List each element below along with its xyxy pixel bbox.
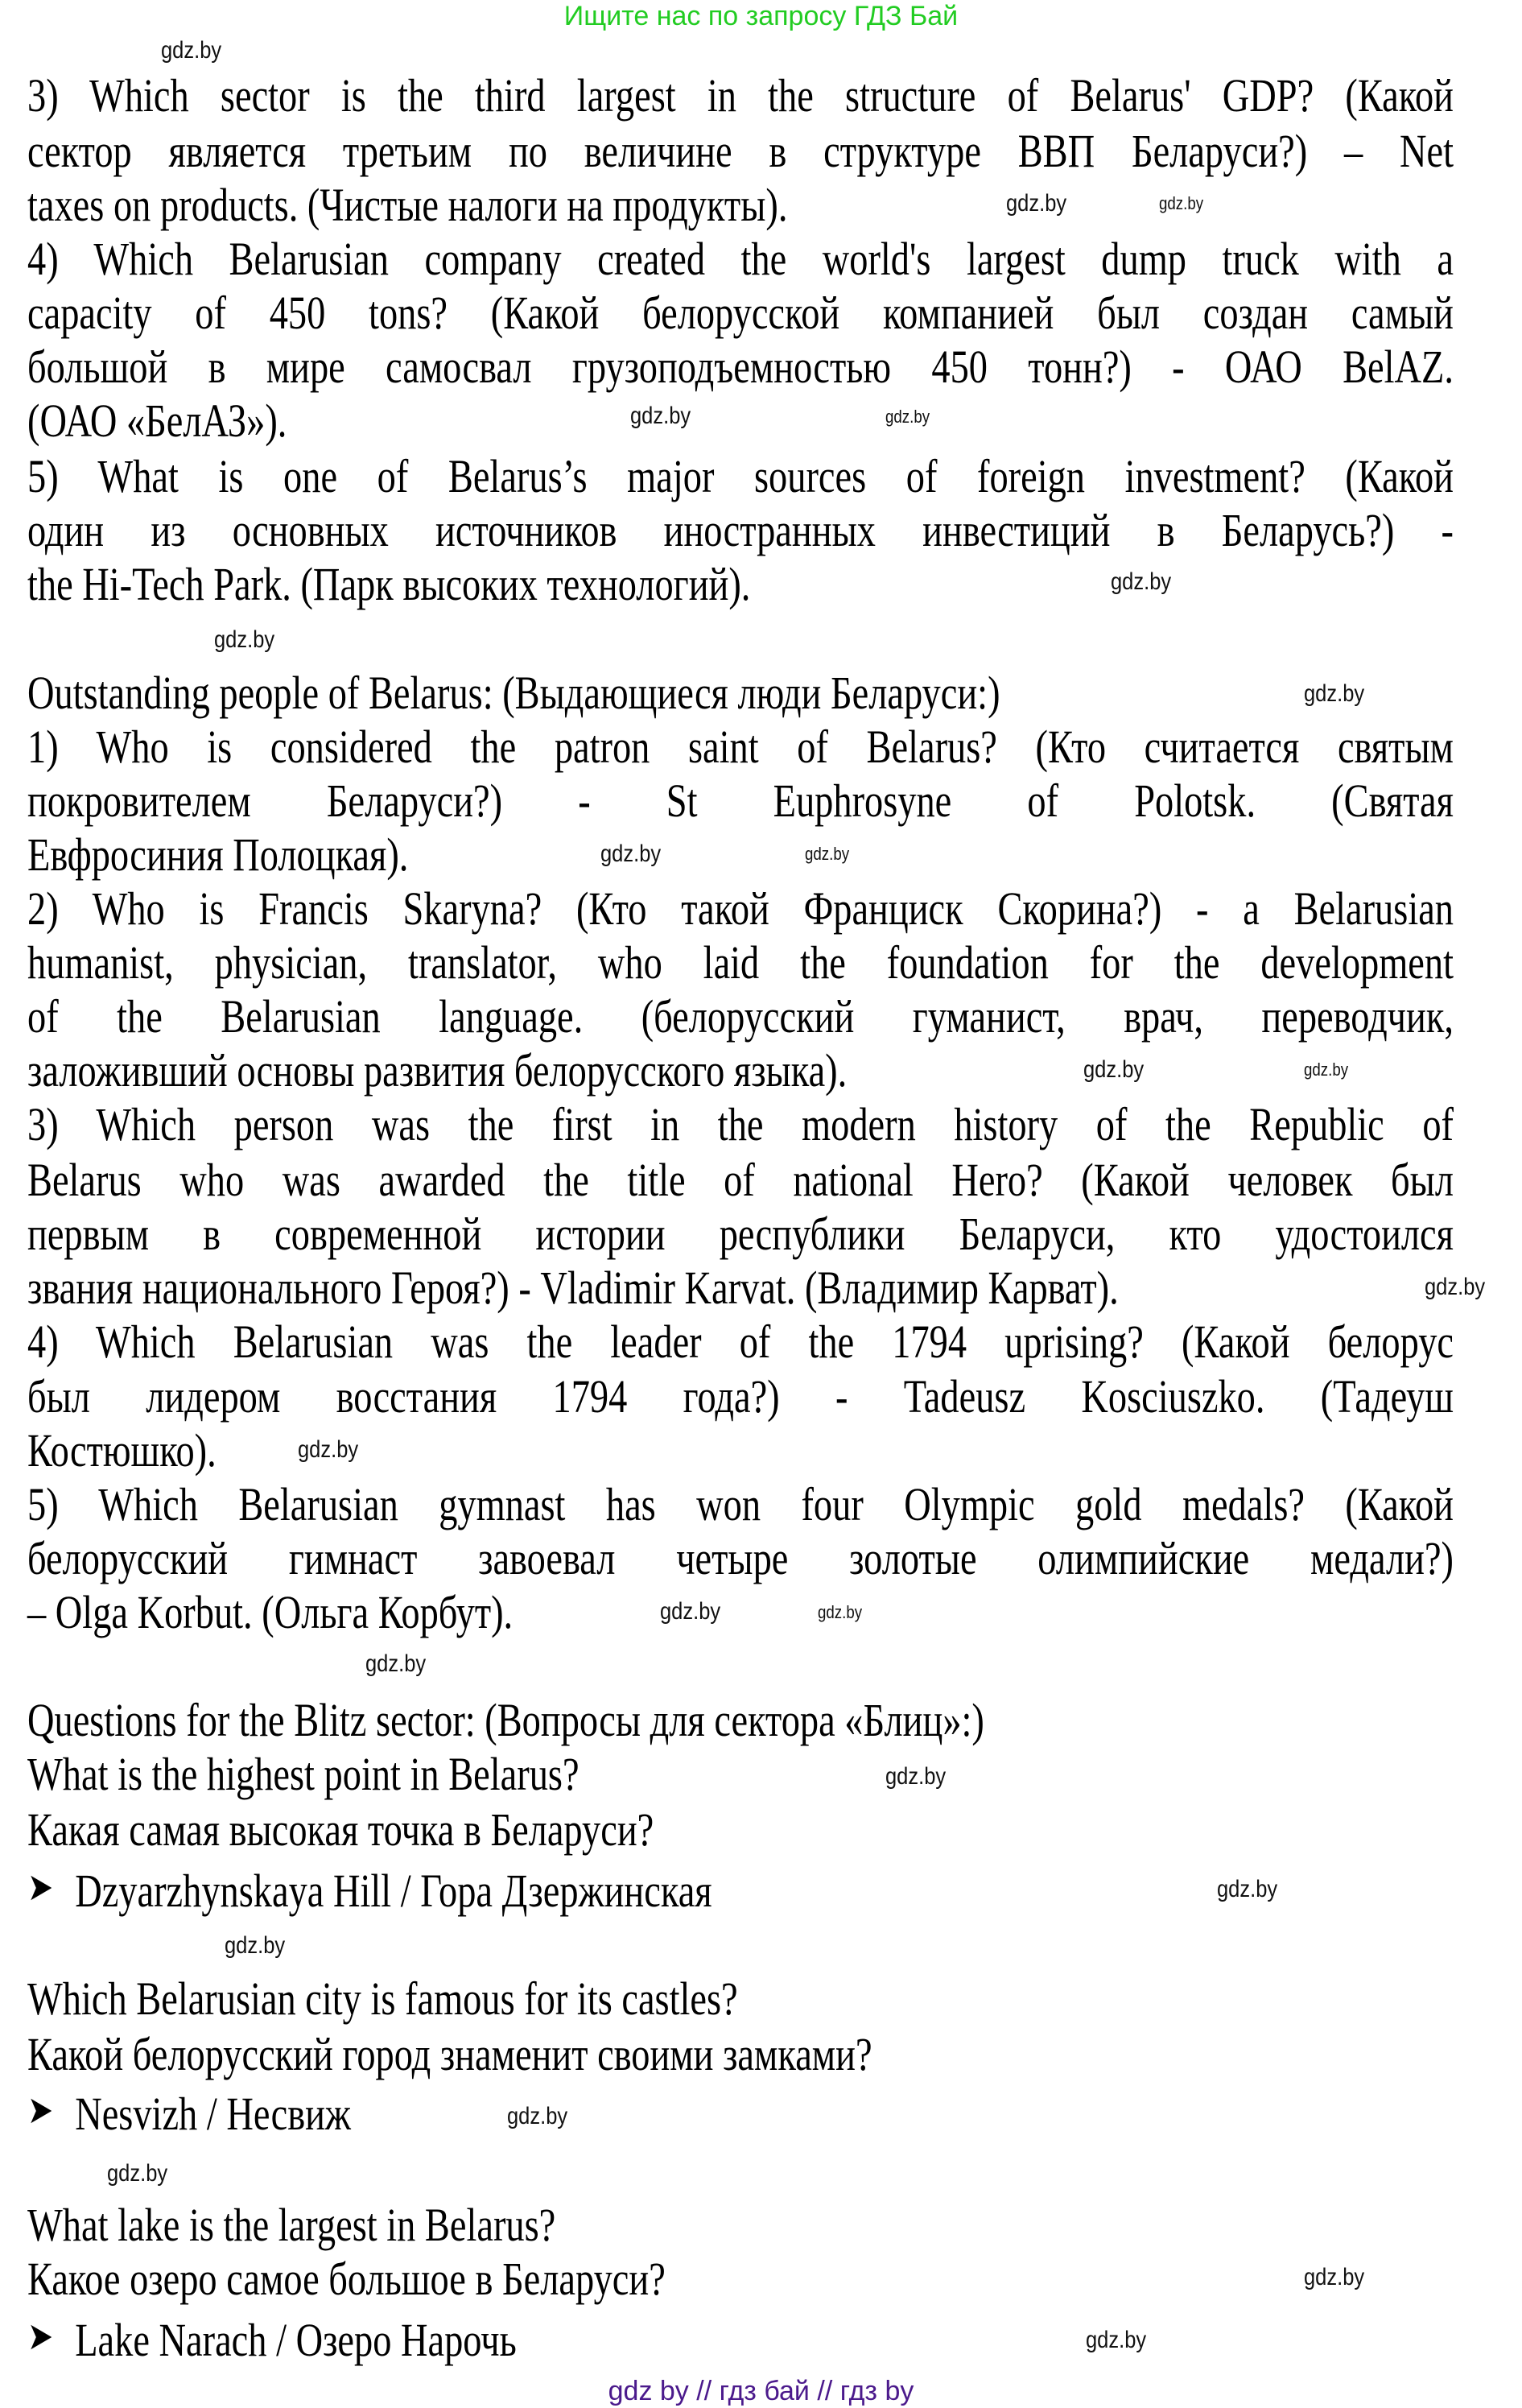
watermark: gdz.by bbox=[1304, 1059, 1349, 1080]
arrow-bullet-icon: ➤ bbox=[27, 2089, 54, 2132]
text-line: taxes on products. (Чистые налоги на продукты). bbox=[27, 179, 788, 231]
watermark: gdz.by bbox=[1086, 2327, 1147, 2353]
text-line: звания национального Героя?) - Vladimir Karvat. (Владимир Карват). bbox=[27, 1262, 1119, 1314]
text-line: Belarus who was awarded the title of national Hero? (Какой человек был bbox=[27, 1154, 1454, 1206]
text-line: Евфросиния Полоцкая). bbox=[27, 828, 409, 881]
watermark: gdz.by bbox=[107, 2160, 168, 2187]
answer-text: Dzyarzhynskaya Hill / Гора Дзержинская bbox=[75, 1865, 712, 1917]
text-line: 3) Which person was the first in the modern history of the Republic of bbox=[27, 1098, 1454, 1150]
watermark: gdz.by bbox=[298, 1436, 359, 1463]
text-line: of the Belarusian language. (белорусский гуманист, врач, переводчик, bbox=[27, 990, 1454, 1043]
question-en: Which Belarusian city is famous for its castles? bbox=[27, 1972, 738, 2025]
answer bbox=[27, 2313, 517, 2367]
watermark: gdz.by bbox=[1304, 680, 1365, 707]
answer bbox=[27, 1864, 712, 1918]
watermark: gdz.by bbox=[630, 403, 691, 429]
text-line: – Olga Korbut. (Ольга Корбут). bbox=[27, 1586, 514, 1638]
text-line: 2) Who is Francis Skaryna? (Кто такой Франциск Скорина?) - a Belarusian bbox=[27, 882, 1454, 935]
footer-banner: gdz by // гдз бай // гдз by bbox=[608, 2376, 914, 2406]
text-line: capacity of 450 tons? (Какой белорусской компанией был создан самый bbox=[27, 287, 1454, 339]
watermark: gdz.by bbox=[805, 844, 850, 864]
header-banner: Ищите нас по запросу ГДЗ Бай bbox=[563, 1, 959, 31]
text-line: 3) Which sector is the third largest in the structure of Belarus' GDP? (Какой bbox=[27, 69, 1454, 122]
arrow-bullet-icon: ➤ bbox=[27, 1866, 54, 1909]
watermark: gdz.by bbox=[225, 1932, 286, 1959]
question-en: What is the highest point in Belarus? bbox=[27, 1748, 580, 1800]
watermark: gdz.by bbox=[1159, 193, 1204, 213]
watermark: gdz.by bbox=[1304, 2264, 1365, 2290]
section-heading: Questions for the Blitz sector: (Вопросы для сектора «Блиц»:) bbox=[27, 1694, 984, 1746]
question-ru: Какой белорусский город знаменит своими замками? bbox=[27, 2028, 872, 2080]
watermark: gdz.by bbox=[214, 626, 275, 653]
text-line: 5) Which Belarusian gymnast has won four Olympic gold medals? (Какой bbox=[27, 1478, 1454, 1530]
answer-text: Lake Narach / Озеро Нарочь bbox=[75, 2314, 517, 2366]
arrow-bullet-icon: ➤ bbox=[27, 2315, 54, 2358]
watermark: gdz.by bbox=[1083, 1056, 1145, 1083]
text-line: один из основных источников иностранных инвестиций в Беларусь?) - bbox=[27, 504, 1454, 556]
text-line: 5) What is one of Belarus’s major sources of foreign investment? (Какой bbox=[27, 450, 1454, 502]
watermark: gdz.by bbox=[161, 37, 222, 64]
watermark: gdz.by bbox=[365, 1650, 427, 1677]
text-line: humanist, physician, translator, who laid the foundation for the development bbox=[27, 936, 1454, 989]
text-line: был лидером восстания 1794 года?) - Tadeusz Kosciuszko. (Тадеуш bbox=[27, 1370, 1454, 1423]
text-line: заложивший основы развития белорусского языка). bbox=[27, 1044, 848, 1097]
text-line: покровителем Беларуси?) - St Euphrosyne of Polotsk. (Святая bbox=[27, 774, 1454, 827]
text-line: белорусский гимнаст завоевал четыре золотые олимпийские медали?) bbox=[27, 1532, 1454, 1584]
watermark: gdz.by bbox=[660, 1598, 721, 1625]
text-line: 1) Who is considered the patron saint of Belarus? (Кто считается святым bbox=[27, 721, 1454, 773]
watermark: gdz.by bbox=[818, 1602, 863, 1622]
watermark: gdz.by bbox=[600, 841, 662, 867]
text-line: (ОАО «БелАЗ»). bbox=[27, 394, 287, 447]
text-line: Костюшко). bbox=[27, 1424, 217, 1477]
question-ru: Какое озеро самое большое в Беларуси? bbox=[27, 2253, 666, 2305]
section-heading: Outstanding people of Belarus: (Выдающиеся люди Беларуси:) bbox=[27, 667, 1000, 719]
question-en: What lake is the largest in Belarus? bbox=[27, 2199, 556, 2251]
watermark: gdz.by bbox=[1006, 190, 1067, 217]
watermark: gdz.by bbox=[507, 2103, 568, 2129]
answer-text: Nesvizh / Несвиж bbox=[75, 2088, 351, 2140]
text-line: сектор является третьим по величине в структуре ВВП Беларуси?) – Net bbox=[27, 125, 1454, 177]
watermark: gdz.by bbox=[1217, 1876, 1278, 1902]
text-line: большой в мире самосвал грузоподъемностью 450 тонн?) - ОАО BelAZ. bbox=[27, 341, 1454, 393]
text-line: the Hi-Tech Park. (Парк высоких технологий). bbox=[27, 558, 751, 610]
question-ru: Какая самая высокая точка в Беларуси? bbox=[27, 1803, 654, 1856]
text-line: 4) Which Belarusian was the leader of the 1794 uprising? (Какой белорус bbox=[27, 1316, 1454, 1368]
watermark: gdz.by bbox=[885, 1763, 947, 1790]
text-line: 4) Which Belarusian company created the world's largest dump truck with a bbox=[27, 233, 1454, 285]
answer bbox=[27, 2087, 351, 2141]
watermark: gdz.by bbox=[1425, 1274, 1486, 1300]
watermark: gdz.by bbox=[885, 407, 930, 427]
watermark: gdz.by bbox=[1111, 568, 1172, 595]
text-line: первым в современной истории республики Беларуси, кто удостоился bbox=[27, 1208, 1454, 1260]
